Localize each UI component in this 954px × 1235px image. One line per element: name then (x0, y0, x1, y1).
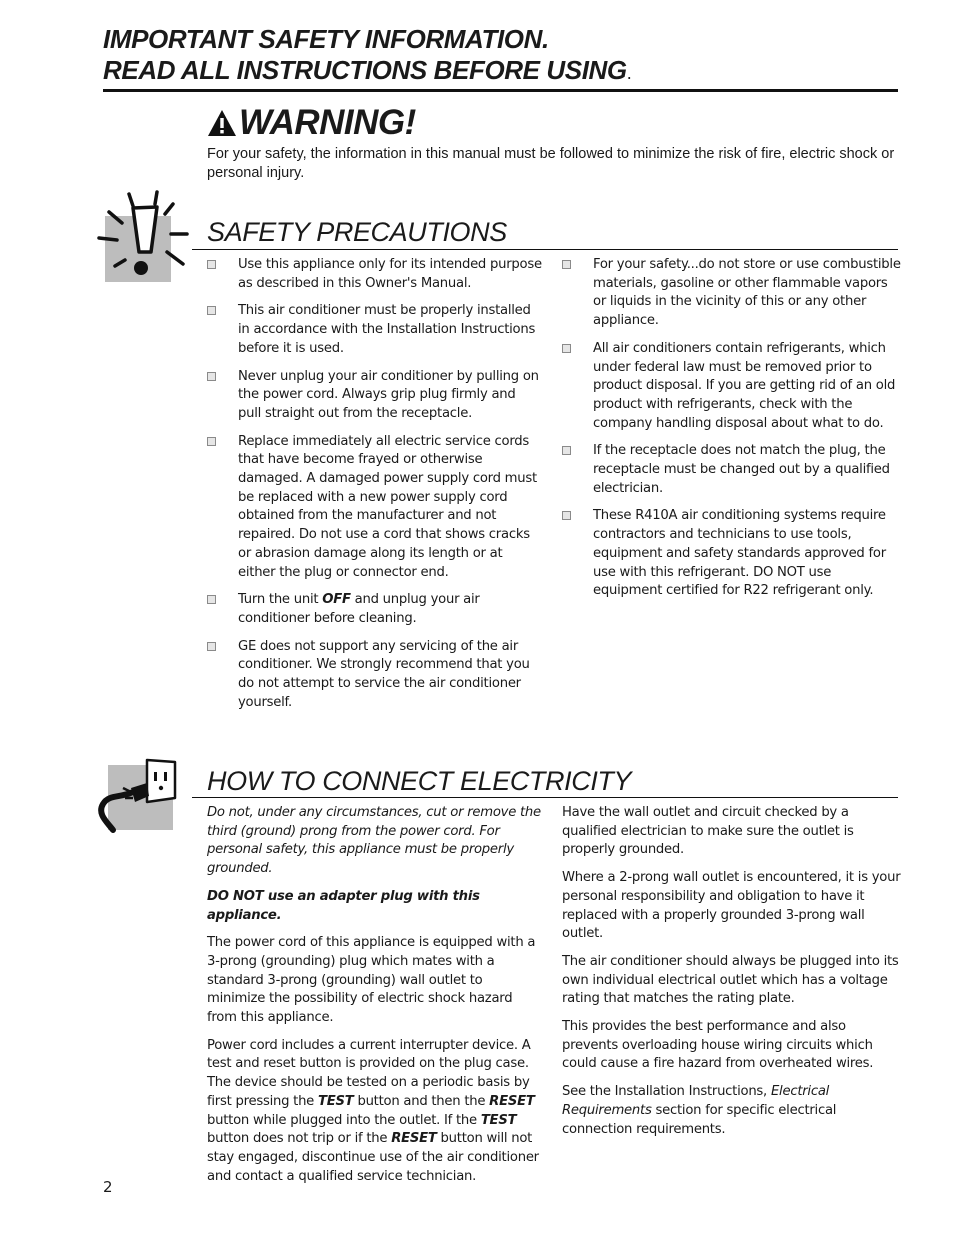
electricity-title: HOW TO CONNECT ELECTRICITY (207, 766, 632, 796)
bullet-icon (207, 260, 216, 269)
paragraph: The air conditioner should always be plugged into its own individual electrical outlet which has a voltage rating that matches the rating plate. (562, 953, 899, 1007)
page-number: 2 (103, 1178, 113, 1196)
list-item: Use this appliance only for its intended purpose as described in this Owner's Manual. (207, 256, 542, 293)
paragraph: This provides the best performance and also prevents overloading house wiring circuits which could cause a fire hazard from overheated wires. (562, 1019, 874, 1072)
plug-outlet-icon (95, 758, 180, 838)
list-item: For your safety...do not store or use combustible materials, gasoline or other flammable vapors or liquids in the vicinity of this or any other appliance. (562, 256, 902, 331)
safety-left-column (207, 256, 542, 721)
paragraph: Where a 2-prong wall outlet is encountered, it is your personal responsibility and obligation to have it replaced with a properly grounded 3-prong wall outlet. (562, 870, 901, 942)
safety-section-rule (192, 249, 898, 250)
list-item: All air conditioners contain refrigerants, which under federal law must be removed prior to product disposal. If you are getting rid of an old product with refrigerants, check with the company handling disposal about what to do. (562, 340, 902, 434)
page-header (103, 24, 903, 89)
list-item: These R410A air conditioning systems require contractors and technicians to use tools, equipment and safety standards approved for use with this refrigerant. DO NOT use equipment certified for R22 refrigerant only. (562, 507, 902, 601)
paragraph: DO NOT use an adapter plug with this appliance. (207, 888, 480, 923)
exclamation-icon (95, 190, 190, 285)
bullet-icon (207, 437, 216, 446)
list-item: Never unplug your air conditioner by pulling on the power cord. Always grip plug firmly and pull straight out from the receptacle. (207, 368, 542, 424)
bullet-icon (562, 260, 571, 269)
warning-triangle-icon (207, 109, 237, 137)
header-line-1: IMPORTANT SAFETY INFORMATION. (103, 24, 549, 54)
warning-title: WARNING! (207, 101, 416, 145)
paragraph: See the Installation Instructions, Electrical Requirements section for specific electrical connection requirements. (562, 1084, 837, 1137)
list-item: Replace immediately all electric service cords that have become frayed or otherwise damaged. A damaged power supply cord must be replaced with a new power supply cord obtained from the manufacturer and not repaired. Do not use a cord that shows cracks or abrasion damage along its length or at either the plug or connector end. (207, 433, 542, 583)
paragraph: Power cord includes a current interrupter device. A test and reset button is provided on the plug case. The device should be tested on a periodic basis by first pressing the TEST button and then the RESET button while plugged into the outlet. If the TEST button does not trip or if the RESET button will not stay engaged, discontinue use of the air conditioner and contact a qualified service technician. (207, 1037, 539, 1184)
bullet-icon (207, 595, 216, 604)
header-line-2: READ ALL INSTRUCTIONS BEFORE USING. (103, 55, 632, 85)
bullet-icon (562, 446, 571, 455)
list-item: GE does not support any servicing of the air conditioner. We strongly recommend that you do not attempt to service the air conditioner yourself. (207, 638, 542, 713)
warning-text: For your safety, the information in this manual must be followed to minimize the risk of fire, electric shock or personal injury. (207, 146, 895, 181)
bullet-icon (562, 511, 571, 520)
header-rule (103, 89, 898, 92)
electricity-section-rule (192, 797, 898, 798)
electricity-left-column (207, 804, 543, 1195)
list-item: If the receptacle does not match the plug, the receptacle must be changed out by a qualified electrician. (562, 442, 902, 498)
paragraph: Have the wall outlet and circuit checked by a qualified electrician to make sure the outlet is properly grounded. (562, 805, 854, 858)
safety-right-column (562, 256, 902, 610)
paragraph: The power cord of this appliance is equipped with a 3-prong (grounding) plug which mates with a standard 3-prong (grounding) wall outlet to minimize the possibility of electric shock hazard from this appliance. (207, 935, 536, 1026)
safety-precautions-title: SAFETY PRECAUTIONS (207, 217, 507, 247)
bullet-icon (207, 306, 216, 315)
list-item: This air conditioner must be properly installed in accordance with the Installation Instructions before it is used. (207, 302, 542, 358)
paragraph: Do not, under any circumstances, cut or remove the third (ground) prong from the power cord. For personal safety, this appliance must be properly grounded. (207, 805, 541, 877)
electricity-right-column (562, 804, 902, 1148)
list-item: Turn the unit OFF and unplug your air conditioner before cleaning. (207, 591, 542, 628)
bullet-icon (562, 344, 571, 353)
bullet-icon (207, 372, 216, 381)
bullet-icon (207, 642, 216, 651)
